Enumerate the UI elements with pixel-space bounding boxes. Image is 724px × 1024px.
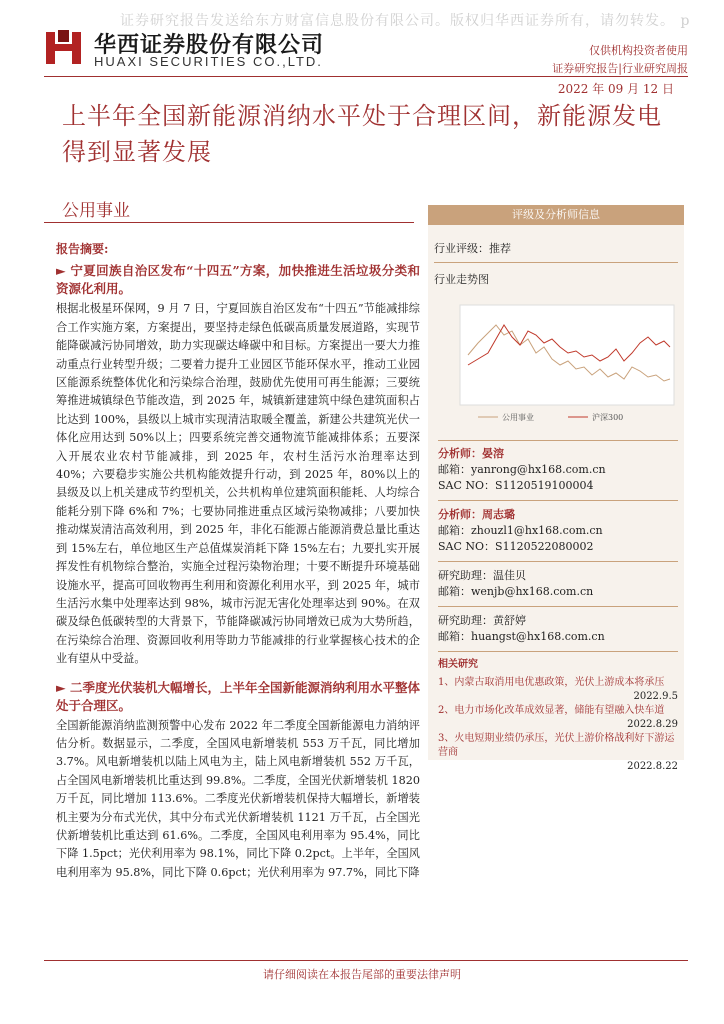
sidebar-content <box>434 232 678 287</box>
analyst-2 <box>438 507 678 555</box>
related-item-date: 2022.8.22 <box>627 761 678 772</box>
analyst-1-sac: SAC NO：S1120519100004 <box>438 479 594 492</box>
analyst-1-email: 邮箱：yanrong@hx168.com.cn <box>438 463 606 476</box>
analyst-separator <box>438 561 678 562</box>
related-item[interactable] <box>438 704 678 732</box>
analyst-1-name: 分析师：晏溶 <box>438 447 504 460</box>
summary-bullet-1: ► 宁夏回族自治区发布“十四五”方案，加快推进生活垃圾分类和资源化利用。 <box>56 263 420 297</box>
related-research <box>438 658 678 774</box>
analyst-list <box>438 446 678 774</box>
analyst-divider-top <box>438 440 678 441</box>
report-title: 上半年全国新能源消纳水平处于合理区间，新能源发电得到显著发展 <box>62 102 662 166</box>
sidebar-divider <box>434 262 678 263</box>
trend-chart-title: 行业走势图 <box>434 273 489 286</box>
company-name-en: HUAXI SECURITIES CO.,LTD. <box>94 54 323 69</box>
audience-note: 仅供机构投资者使用 <box>589 44 688 57</box>
related-research-title: 相关研究 <box>438 659 478 670</box>
summary-heading: 报告摘要: <box>56 242 109 256</box>
watermark: 证券研究报告发送给东方财富信息股份有限公司。版权归华西证券所有，请勿转发。 p <box>120 13 691 29</box>
related-item-text[interactable]: 1、内蒙古取消用电优惠政策，光伏上游成本将承压 <box>438 677 665 688</box>
assistant-2 <box>438 613 678 645</box>
sidebar-header: 评级及分析师信息 <box>428 205 684 225</box>
report-type: 证券研究报告|行业研究周报 <box>552 62 688 75</box>
header-divider <box>44 76 688 77</box>
analyst-separator <box>438 500 678 501</box>
summary-paragraph-2: 全国新能源消纳监测预警中心发布 2022 年二季度全国新能源电力消纳评估分析。数据显示，二季度，全国风电新增装机 553 万千瓦，同比增加 3.7%。风电新增装机以陆上风电为主，陆上风电新增装机 552 万千瓦，占全国风电新增装机比重达到 99.8%。二季度，全国光伏新增装机 1820 万千瓦，同比增加 113.6%。二季度光伏新增装机保持大幅增长，新增装机主要为分布式光伏，其中分布式光伏新增装机 1121 万千瓦，占全国光伏新增装机比重达到 61.6%。二季度，全国风电利用率为 95.4%，同比下降 1.5pct；光伏利用率为 98.1%，同比下降 0.2pct。上半年，全国风电利用率为 95.8%，同比下降 0.6pct；光伏利用率为 97.7%，同比下降 <box>56 718 420 879</box>
related-item[interactable] <box>438 676 678 704</box>
industry-trend-chart <box>438 295 678 425</box>
company-name-cn: 华西证券股份有限公司 <box>94 33 325 58</box>
related-item-text[interactable]: 3、火电短期业绩仍承压，光伏上游价格战利好下游运营商 <box>438 733 675 758</box>
huaxi-logo-icon <box>44 28 84 66</box>
summary-paragraph-1: 根据北极星环保网，9 月 7 日，宁夏回族自治区发布“十四五”节能减排综合工作实施方案，方案提出，要坚持走绿色低碳高质量发展道路，实现节能降碳减污协同增效，助力实现碳达峰碳中和目标。方案提出一要大力推动重点行业转型升级；二要着力提升工业园区节能环保水平，推动工业园区能源系统整体优化和污染综合治理，鼓励优先使用可再生能源；三要统筹推进城镇绿色节能改造，到 2025 年，城镇新建建筑中绿色建筑面积占比达到 100%，县级以上城市实现清洁取暖全覆盖，新建公共建筑光伏一体化应用达到 50%以上；四要系统完善交通物流节能减排体系；五要深入开展农业农村节能减排，到 2025 年，农村生活污水治理率达到 40%；六要稳步实施公共机构能效提升行动，到 2025 年，80%以上的县级及以上机关建成节约型机关，公共机构单位建筑面积能耗、人均综合能耗分别下降 6%和 7%；七要协同推进重点区域污染物减排；八要加快推动煤炭清洁高效利用，到 2025 年，非化石能源占能源消费总量比重达到 15%左右，单位地区生产总值煤炭消耗下降 15%左右；九要扎实开展挥发性有机物综合整治，实施全过程污染物治理；十要不断提升环境基础设施水平，提高可回收物再生利用和资源化利用水平，到 2025 年，城市生活污水集中处理率达到 98%，城市污泥无害化处理率达到 90%。在双碳及绿色低碳转型的大背景下，节能降碳减污协同增效已成为大势所趋，在污染综合治理、资源回收利用等助力节能减排的行业掌握核心技术的企业有望从中受益。 <box>56 302 420 666</box>
assistant-2-name: 研究助理：黄舒婷 <box>438 614 526 627</box>
assistant-1-name: 研究助理：温佳贝 <box>438 569 526 582</box>
section-title: 公用事业 <box>62 201 130 221</box>
footer-divider <box>44 960 688 961</box>
report-date: 2022 年 09 月 12 日 <box>557 82 674 96</box>
assistant-2-email: 邮箱：huangst@hx168.com.cn <box>438 630 605 643</box>
legal-notice: 请仔细阅读在本报告尾部的重要法律声明 <box>263 968 461 981</box>
analyst-2-sac: SAC NO：S1120522080002 <box>438 540 594 553</box>
analyst-2-name: 分析师：周志璐 <box>438 508 515 521</box>
analyst-separator <box>438 651 678 652</box>
industry-rating: 行业评级：推荐 <box>434 242 511 255</box>
legend-csi300-label: 沪深300 <box>592 413 624 422</box>
assistant-1-email: 邮箱：wenjb@hx168.com.cn <box>438 585 594 598</box>
analyst-separator <box>438 606 678 607</box>
chart-plot-area <box>460 305 674 405</box>
related-item[interactable] <box>438 732 678 774</box>
analyst-1 <box>438 446 678 494</box>
legend-utilities-label: 公用事业 <box>502 413 534 422</box>
section-divider <box>44 222 414 223</box>
related-item-date: 2022.9.5 <box>633 691 678 702</box>
analyst-2-email: 邮箱：zhouzl1@hx168.com.cn <box>438 524 603 537</box>
related-item-date: 2022.8.29 <box>627 719 678 730</box>
assistant-1 <box>438 568 678 600</box>
related-item-text[interactable]: 2、电力市场化改革成效显著，储能有望融入快车道 <box>438 705 665 716</box>
summary-column <box>56 240 420 892</box>
summary-bullet-2: ► 二季度光伏装机大幅增长，上半年全国新能源消纳利用水平整体处于合理区。 <box>56 679 420 713</box>
